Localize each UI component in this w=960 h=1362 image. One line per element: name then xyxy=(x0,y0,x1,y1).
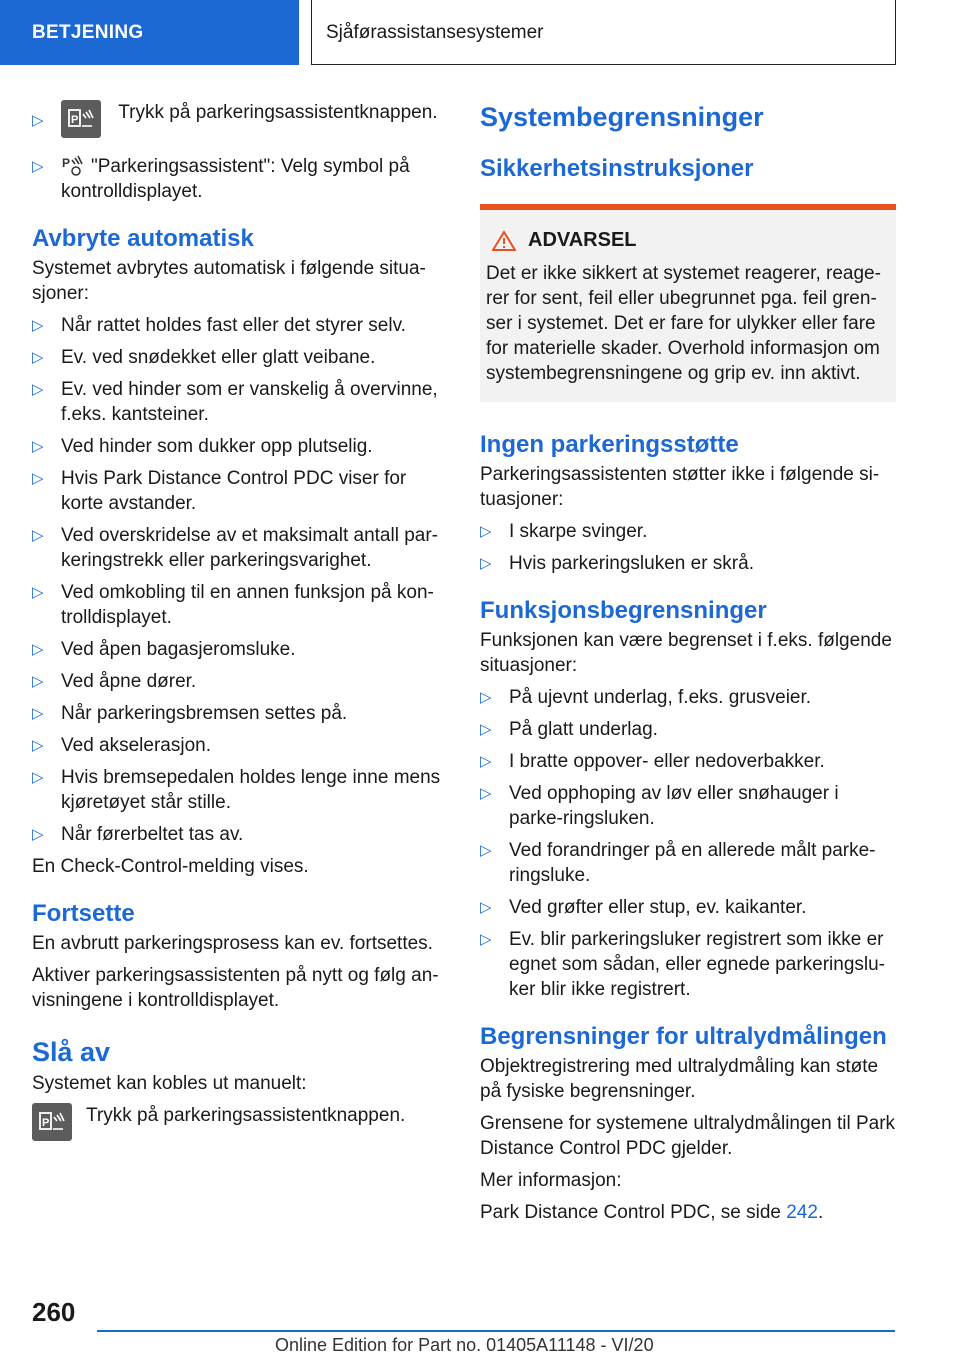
heading-abort: Avbryte automatisk xyxy=(32,225,254,252)
triangle-bullet-icon: ▷ xyxy=(480,899,492,916)
section-tab xyxy=(0,0,299,65)
list-item-text: Ved åpen bagasjeromsluke. xyxy=(61,639,296,660)
list-item-text: På ujevnt underlag, f.eks. grusveier. xyxy=(509,687,812,708)
list-item xyxy=(32,434,446,459)
list-item-text: Hvis parkeringsluken er skrå. xyxy=(509,553,754,574)
list-item xyxy=(480,927,896,1002)
heading-ultrasound: Begrensninger for ultralydmålingen xyxy=(480,1023,887,1050)
triangle-bullet-icon: ▷ xyxy=(480,785,492,802)
parking-assistant-icon xyxy=(61,154,83,176)
triangle-bullet-icon: ▷ xyxy=(32,470,44,487)
list-item-text: Ved forandringer på en allerede målt parke-ringsluke. xyxy=(509,840,876,886)
list-item xyxy=(32,822,446,847)
list-item xyxy=(480,781,896,831)
triangle-bullet-icon: ▷ xyxy=(32,769,44,786)
warning-triangle-icon xyxy=(492,230,516,252)
continue-p1: En avbrutt parkeringsprosess kan ev. fortsettes. xyxy=(32,933,433,954)
list-item xyxy=(32,733,446,758)
page-number: 260 xyxy=(32,1297,76,1327)
list-item-text: Ved åpne dører. xyxy=(61,671,197,692)
triangle-bullet-icon: ▷ xyxy=(32,673,44,690)
triangle-bullet-icon: ▷ xyxy=(480,842,492,859)
function-intro: Funksjonen kan være begrenset i f.eks. følgende situasjoner: xyxy=(480,630,892,676)
triangle-bullet-icon: ▷ xyxy=(480,523,492,540)
ultra-p3: Mer informasjon: xyxy=(480,1170,622,1191)
list-item xyxy=(480,519,896,544)
abort-intro: Systemet avbrytes automatisk i følgende situa-sjoner: xyxy=(32,258,426,304)
step-text: Trykk på parkeringsassistentknappen. xyxy=(118,102,438,123)
triangle-bullet-icon: ▷ xyxy=(32,641,44,658)
list-item-text: Når førerbeltet tas av. xyxy=(61,824,244,845)
triangle-bullet-icon: ▷ xyxy=(32,584,44,601)
list-item xyxy=(480,895,896,920)
triangle-bullet-icon: ▷ xyxy=(32,381,44,398)
list-item-text: Ved omkobling til en annen funksjon på kon-trolldisplayet. xyxy=(61,582,434,628)
heading-safety: Sikkerhetsinstruksjoner xyxy=(480,155,754,182)
svg-text:P: P xyxy=(62,156,71,170)
ultra-p4 xyxy=(480,1200,896,1225)
ultra-p2: Grensene for systemene ultralydmålingen til Park Distance Control PDC gjelder. xyxy=(480,1113,896,1159)
list-item-text: Ved grøfter eller stup, ev. kaikanter. xyxy=(509,897,807,918)
ultra-p1: Objektregistrering med ultralydmåling kan støte på fysiske begrensninger. xyxy=(480,1056,879,1102)
heading-off: Slå av xyxy=(32,1037,111,1067)
abort-end: En Check-Control-melding vises. xyxy=(32,856,309,877)
triangle-bullet-icon: ▷ xyxy=(480,689,492,706)
list-item xyxy=(32,580,446,630)
continue-p2: Aktiver parkeringsassistenten på nytt og følg an-visningene i kontrolldisplayet. xyxy=(32,965,439,1011)
triangle-bullet-icon: ▷ xyxy=(480,555,492,572)
triangle-bullet-icon: ▷ xyxy=(32,527,44,544)
off-p: Systemet kan kobles ut manuelt: xyxy=(32,1073,307,1094)
warning-title xyxy=(486,228,890,253)
triangle-bullet-icon: ▷ xyxy=(32,317,44,334)
list-item xyxy=(32,313,446,338)
list-item xyxy=(32,637,446,662)
step-item xyxy=(32,154,446,204)
triangle-bullet-icon: ▷ xyxy=(32,349,44,366)
list-item xyxy=(480,749,896,774)
chapter-title: Sjåførassistansesystemer xyxy=(326,21,544,43)
list-item-text: Ev. ved hinder som er vanskelig å overvinne, f.eks. kantsteiner. xyxy=(61,379,438,425)
list-item xyxy=(32,466,446,516)
warning-title-text: ADVARSEL xyxy=(528,229,637,251)
list-item-text: Hvis Park Distance Control PDC viser for korte avstander. xyxy=(61,468,407,514)
ultra-p4-text: Park Distance Control PDC, se side xyxy=(480,1202,787,1223)
heading-function-limits: Funksjonsbegrensninger xyxy=(480,597,767,624)
list-item-text: Ev. ved snødekket eller glatt veibane. xyxy=(61,347,376,368)
triangle-bullet-icon: ▷ xyxy=(480,721,492,738)
list-item xyxy=(32,765,446,815)
footer-edition: Online Edition for Part no. 01405A11148 - VI/20 xyxy=(275,1335,654,1355)
triangle-bullet-icon: ▷ xyxy=(32,705,44,722)
page-link[interactable]: 242 xyxy=(786,1202,818,1223)
triangle-bullet-icon: ▷ xyxy=(480,931,492,948)
left-column xyxy=(32,100,446,1141)
list-item xyxy=(32,345,446,370)
heading-no-support: Ingen parkeringsstøtte xyxy=(480,431,739,458)
list-item xyxy=(32,523,446,573)
warning-box xyxy=(480,204,896,402)
list-item-text: Ev. blir parkeringsluker registrert som ikke er egnet som sådan, eller egnede parkeringslu-ker blir ikke registrert. xyxy=(509,929,886,1000)
section-title: BETJENING xyxy=(32,22,144,43)
off-step-text: Trykk på parkeringsassistentknappen. xyxy=(86,1105,406,1126)
list-item-text: I bratte oppover- eller nedoverbakker. xyxy=(509,751,825,772)
triangle-bullet-icon: ▷ xyxy=(32,438,44,455)
list-item-text: På glatt underlag. xyxy=(509,719,658,740)
list-item-text: Ved overskridelse av et maksimalt antall par-keringstrekk eller parkeringsvarighet. xyxy=(61,525,438,571)
list-item xyxy=(32,377,446,427)
parking-button-icon xyxy=(32,1103,72,1141)
list-item-text: Når parkeringsbremsen settes på. xyxy=(61,703,348,724)
step-text: "Parkeringsassistent": Velg symbol på kontrolldisplayet. xyxy=(61,156,410,202)
right-column xyxy=(480,100,896,1232)
list-item-text: Hvis bremsepedalen holdes lenge inne mens kjøretøyet står stille. xyxy=(61,767,441,813)
triangle-bullet-icon: ▷ xyxy=(32,737,44,754)
function-list xyxy=(480,685,896,1002)
list-item xyxy=(480,717,896,742)
list-item-text: Når rattet holdes fast eller det styrer selv. xyxy=(61,315,406,336)
heading-continue: Fortsette xyxy=(32,900,135,927)
heading-system-limits: Systembegrensninger xyxy=(480,102,764,132)
no-support-intro: Parkeringsassistenten støtter ikke i følgende si-tuasjoner: xyxy=(480,464,880,510)
triangle-bullet-icon: ▷ xyxy=(32,826,44,843)
svg-text:P: P xyxy=(71,114,79,126)
parking-button-icon xyxy=(61,100,101,138)
list-item xyxy=(480,551,896,576)
chapter-tab xyxy=(311,0,896,65)
list-item xyxy=(480,838,896,888)
step-item xyxy=(32,100,446,140)
list-item-text: Ved opphoping av løv eller snøhauger i parke-ringsluken. xyxy=(509,783,839,829)
warning-text: Det er ikke sikkert at systemet reagerer, reage-rer for sent, feil eller ubegrunnet pga. feil gren-ser i systemet. Det er fare for ulykker eller fare for materielle skader. Overhold informasjon om systembegrensningene og grip ev. inn aktivt. xyxy=(486,263,881,384)
list-item-text: Ved hinder som dukker opp plutselig. xyxy=(61,436,373,457)
svg-text:P: P xyxy=(42,1117,50,1129)
abort-list xyxy=(32,313,446,847)
triangle-bullet-icon: ▷ xyxy=(32,158,44,175)
list-item-text: Ved akselerasjon. xyxy=(61,735,211,756)
list-item xyxy=(480,685,896,710)
footer-rule xyxy=(97,1330,895,1332)
list-item xyxy=(32,701,446,726)
list-item-text: I skarpe svinger. xyxy=(509,521,648,542)
no-support-list xyxy=(480,519,896,576)
triangle-bullet-icon: ▷ xyxy=(32,112,44,129)
ultra-p4-end: . xyxy=(817,1202,824,1223)
triangle-bullet-icon: ▷ xyxy=(480,753,492,770)
list-item xyxy=(32,669,446,694)
off-step xyxy=(32,1103,446,1141)
